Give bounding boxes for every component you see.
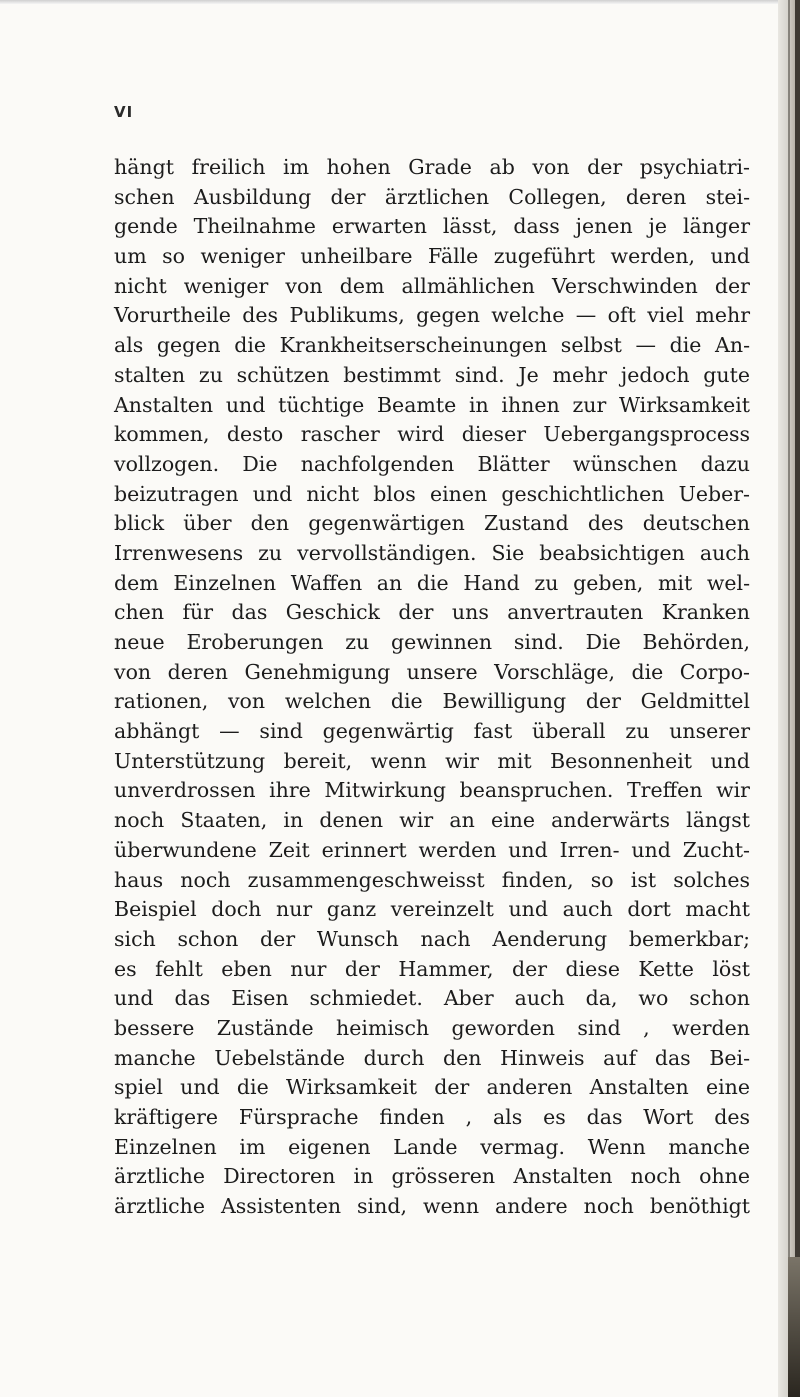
text-line: gende Theilnahme erwarten lässt, dass jenen je länger	[114, 214, 750, 239]
page-number: VI	[114, 103, 134, 121]
text-line: vollzogen. Die nachfolgenden Blätter wünschen dazu	[114, 451, 750, 476]
text-line: um so weniger unheilbare Fälle zugeführt werden, und	[114, 244, 750, 269]
text-line: nicht weniger von dem allmählichen Verschwinden der	[114, 273, 750, 298]
text-line: kräftigere Fürsprache finden , als es das Wort des	[114, 1105, 750, 1129]
binding-dark-strip	[795, 0, 800, 1397]
text-line: dem Einzelnen Waffen an die Hand zu geben, mit wel-	[114, 570, 750, 595]
text-line: bessere Zustände heimisch geworden sind , werden	[114, 1015, 750, 1040]
text-line: es fehlt eben nur der Hammer, der diese Kette löst	[114, 956, 750, 981]
text-line: überwundene Zeit erinnert werden und Irren- und Zucht-	[114, 837, 750, 862]
text-line: und das Eisen schmiedet. Aber auch da, wo schon	[114, 986, 750, 1011]
text-line: Anstalten und tüchtige Beamte in ihnen zur Wirksamkeit	[114, 392, 750, 417]
text-line: stalten zu schützen bestimmt sind. Je mehr jedoch gute	[114, 362, 750, 387]
text-line: haus noch zusammengeschweisst finden, so ist solches	[114, 867, 750, 892]
page-top-edge	[0, 0, 790, 4]
text-line: spiel und die Wirksamkeit der anderen Anstalten eine	[114, 1075, 750, 1100]
text-line: von deren Genehmigung unsere Vorschläge, die Corpo-	[114, 659, 750, 684]
binding-bottom-shadow	[788, 1257, 800, 1397]
text-line: beizutragen und nicht blos einen geschichtlichen Ueber-	[114, 481, 750, 506]
body-text	[114, 153, 750, 1222]
text-line: Vorurtheile des Publikums, gegen welche — oft viel mehr	[114, 303, 750, 328]
text-line: chen für das Geschick der uns anvertrauten Kranken	[114, 600, 750, 625]
text-line: noch Staaten, in denen wir an eine anderwärts längst	[114, 808, 750, 833]
text-line: schen Ausbildung der ärztlichen Collegen, deren stei-	[114, 184, 750, 209]
text-line: abhängt — sind gegenwärtig fast überall zu unserer	[114, 719, 750, 744]
text-line: rationen, von welchen die Bewilligung der Geldmittel	[114, 689, 750, 714]
text-line: blick über den gegenwärtigen Zustand des deutschen	[114, 511, 750, 536]
binding-shadow-line	[788, 0, 790, 1397]
text-line: kommen, desto rascher wird dieser Uebergangsprocess	[114, 422, 750, 447]
text-line: Irrenwesens zu vervollständigen. Sie beabsichtigen auch	[114, 540, 750, 565]
text-line: hängt freilich im hohen Grade ab von der psychiatri-	[114, 155, 750, 179]
text-line: ärztliche Assistenten sind, wenn andere noch benöthigt	[114, 1194, 750, 1219]
text-line: Unterstützung bereit, wenn wir mit Besonnenheit und	[114, 748, 750, 773]
text-line: Beispiel doch nur ganz vereinzelt und auch dort macht	[114, 897, 750, 922]
text-line: unverdrossen ihre Mitwirkung beanspruchen. Treffen wir	[114, 778, 750, 803]
text-line: als gegen die Krankheitserscheinungen selbst — die An-	[114, 333, 750, 358]
text-line: Einzelnen im eigenen Lande vermag. Wenn manche	[114, 1134, 750, 1159]
text-line: neue Eroberungen zu gewinnen sind. Die Behörden,	[114, 630, 750, 654]
text-line: sich schon der Wunsch nach Aenderung bemerkbar;	[114, 926, 750, 951]
text-line: ärztliche Directoren in grösseren Anstalten noch ohne	[114, 1164, 750, 1189]
text-line: manche Uebelstände durch den Hinweis auf das Bei-	[114, 1045, 750, 1070]
